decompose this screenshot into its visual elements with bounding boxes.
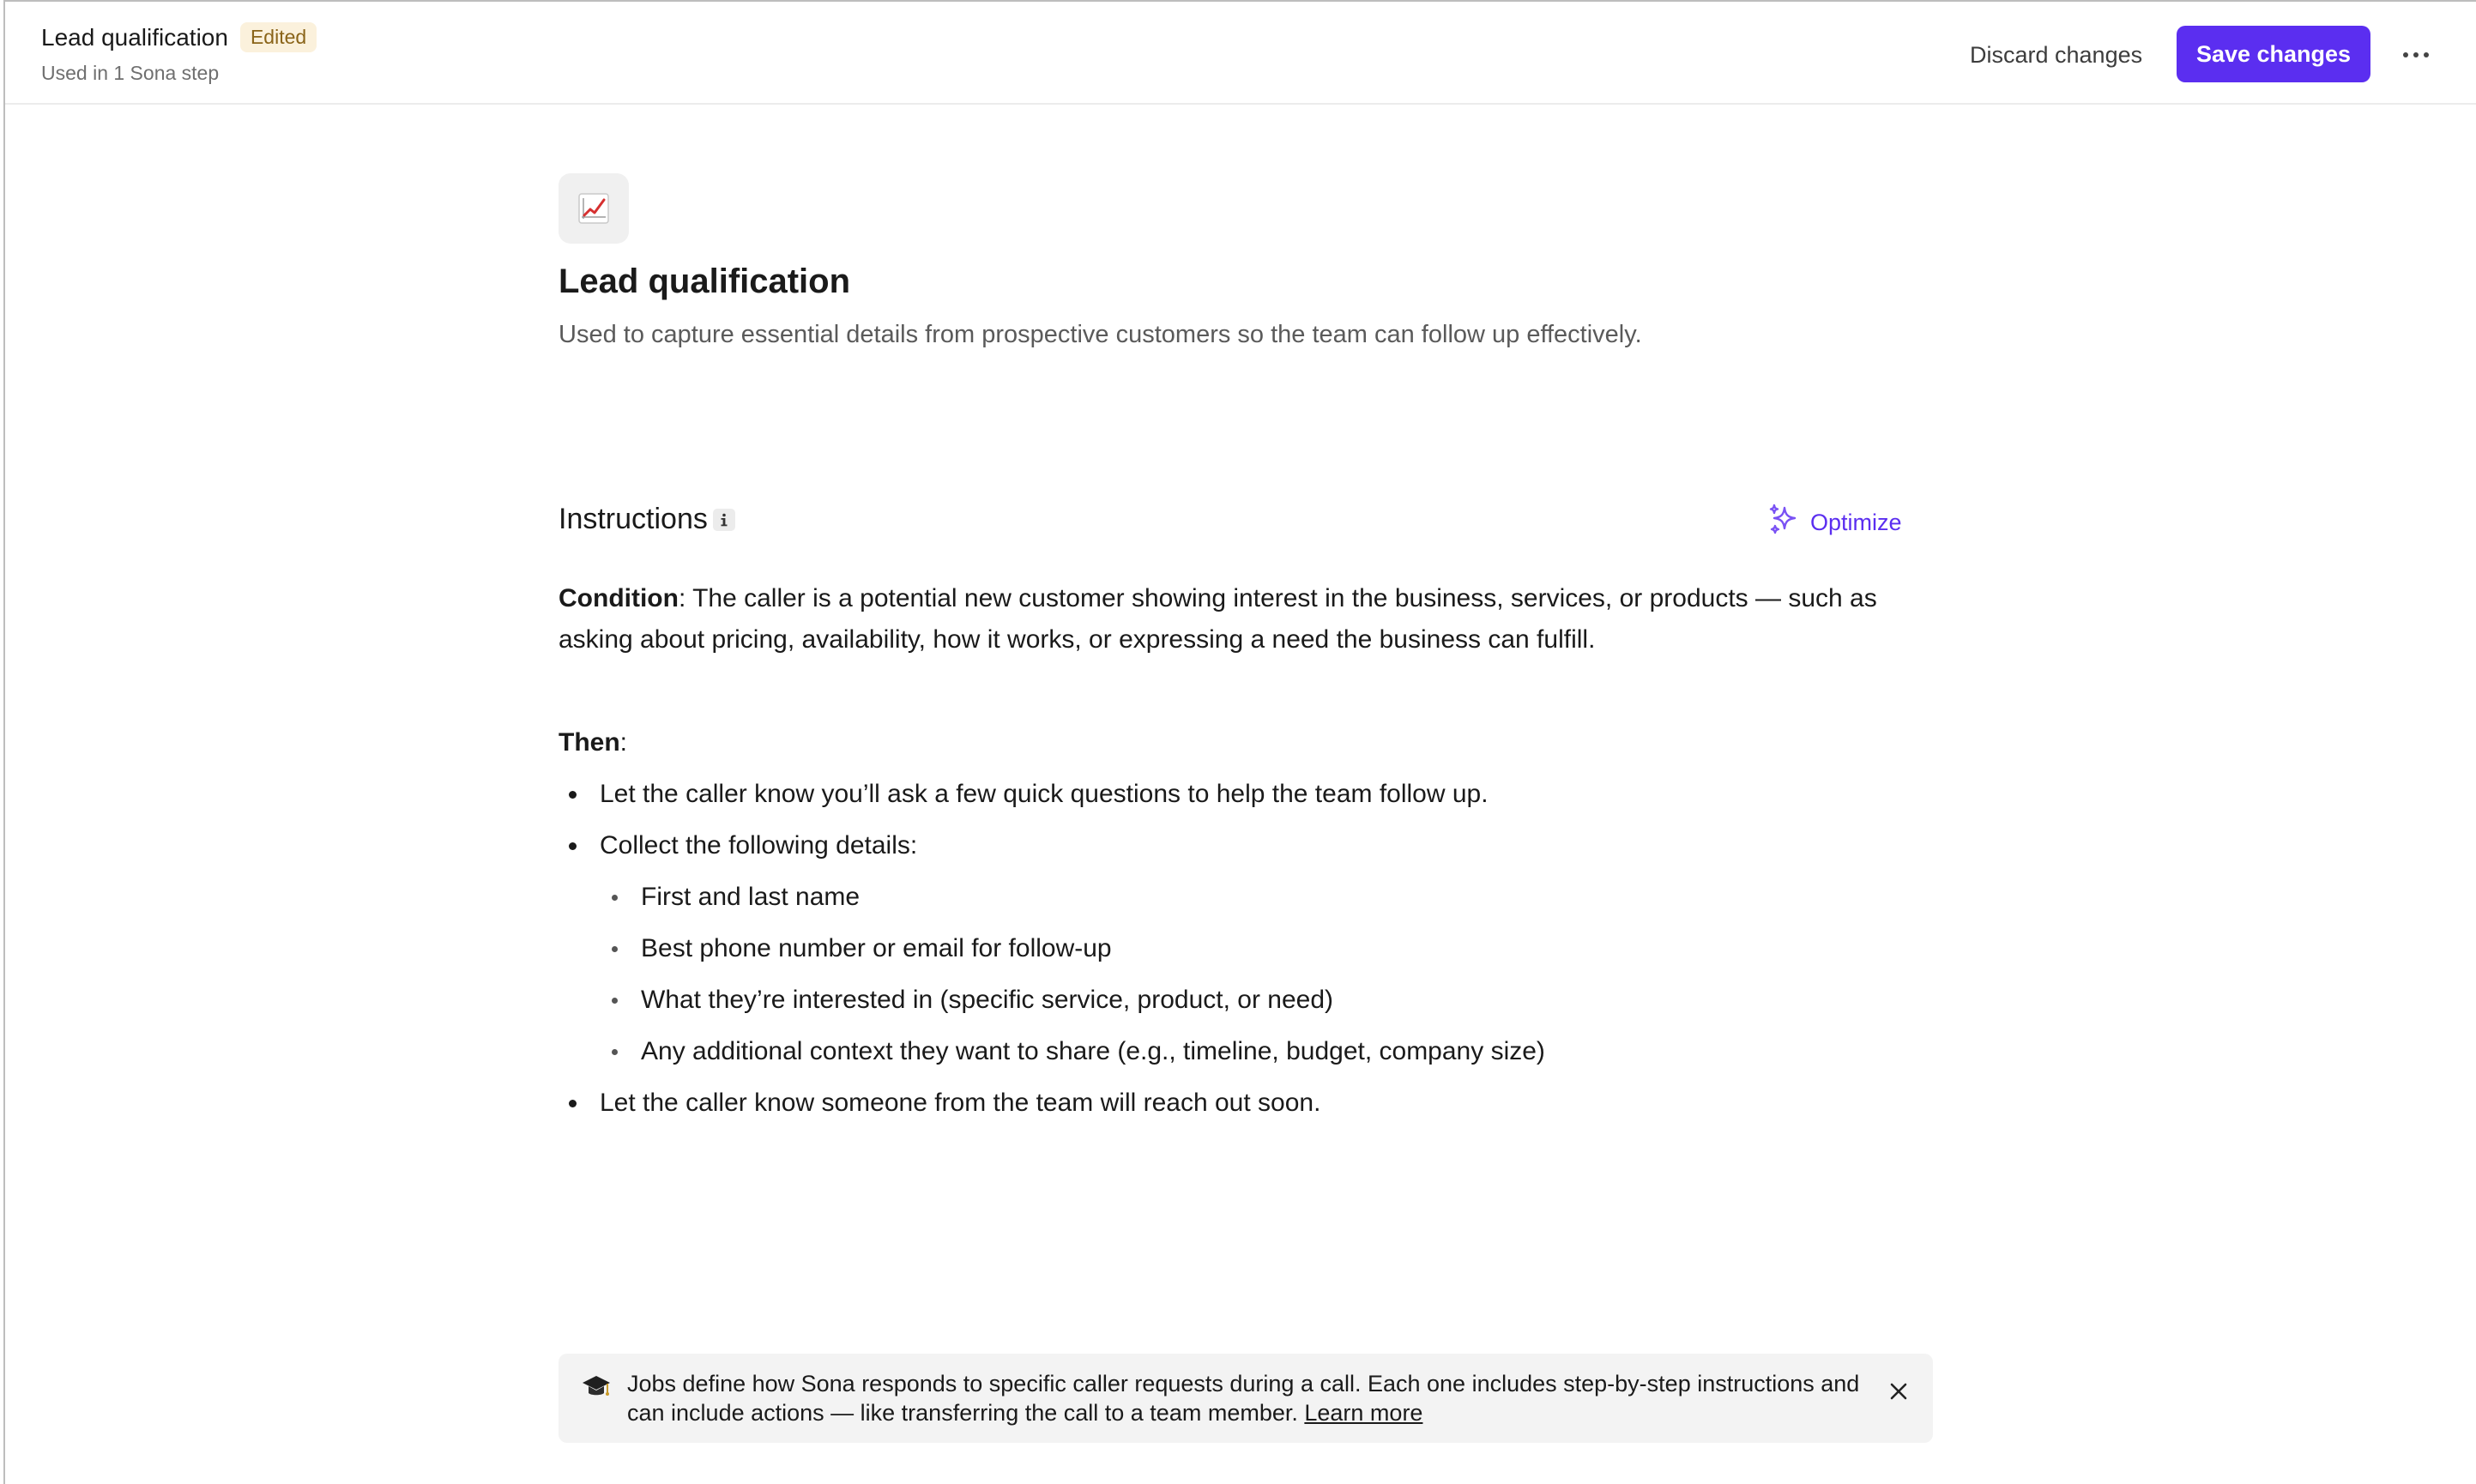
banner-message: Jobs define how Sona responds to specific caller requests during a call. Each one includes step-by-step instructions and can include actions — like transferring the call to a team member. xyxy=(627,1371,1860,1426)
header-title: Lead qualification xyxy=(41,23,228,51)
list-item: What they’re interested in (specific service, product, or need) xyxy=(600,980,1897,1021)
then-label: Then xyxy=(559,728,620,757)
list-item: Let the caller know someone from the team will reach out soon. xyxy=(559,1083,1897,1124)
save-changes-button[interactable]: Save changes xyxy=(2177,26,2370,82)
discard-changes-button[interactable]: Discard changes xyxy=(1961,27,2151,82)
list-item: Let the caller know you’ll ask a few quick questions to help the team follow up. xyxy=(559,774,1897,815)
condition-text: : The caller is a potential new customer showing interest in the business, services, or products — such as asking about pricing, availability, how it works, or expressing a need the business can fulfill. xyxy=(559,584,1877,654)
condition-paragraph xyxy=(559,578,1897,661)
edited-badge: Edited xyxy=(240,22,317,52)
more-options-icon[interactable] xyxy=(2392,31,2440,79)
then-paragraph xyxy=(559,722,1897,763)
list-item xyxy=(559,825,1897,1072)
list-item-text: Collect the following details: xyxy=(600,831,918,860)
banner-text xyxy=(627,1369,1863,1427)
then-suffix: : xyxy=(619,728,628,757)
close-icon[interactable] xyxy=(1881,1374,1916,1409)
details-list xyxy=(600,877,1897,1072)
list-item: Any additional context they want to share (e.g., timeline, budget, company size) xyxy=(600,1031,1897,1072)
chart-increasing-icon xyxy=(559,173,629,244)
job-description: Used to capture essential details from prospective customers so the team can follow up effectively. xyxy=(559,321,1642,348)
top-bar xyxy=(5,2,2476,105)
optimize-button[interactable] xyxy=(1767,503,1902,543)
app-window xyxy=(3,0,2476,1484)
graduation-cap-icon xyxy=(581,1371,612,1406)
title-row xyxy=(41,22,317,52)
condition-label: Condition xyxy=(559,584,679,612)
optimize-label: Optimize xyxy=(1810,510,1902,535)
info-banner xyxy=(559,1354,1933,1443)
instructions-label: Instructions xyxy=(559,503,708,535)
list-item: Best phone number or email for follow-up xyxy=(600,928,1897,969)
job-title: Lead qualification xyxy=(559,262,851,300)
info-icon[interactable] xyxy=(713,509,735,531)
instructions-header xyxy=(559,503,735,536)
list-item: First and last name xyxy=(600,877,1897,918)
usage-subtitle: Used in 1 Sona step xyxy=(41,62,220,84)
instructions-editor[interactable] xyxy=(559,578,1897,1134)
sparkles-icon xyxy=(1767,503,1802,543)
learn-more-link[interactable]: Learn more xyxy=(1304,1400,1423,1426)
steps-list xyxy=(559,774,1897,1124)
